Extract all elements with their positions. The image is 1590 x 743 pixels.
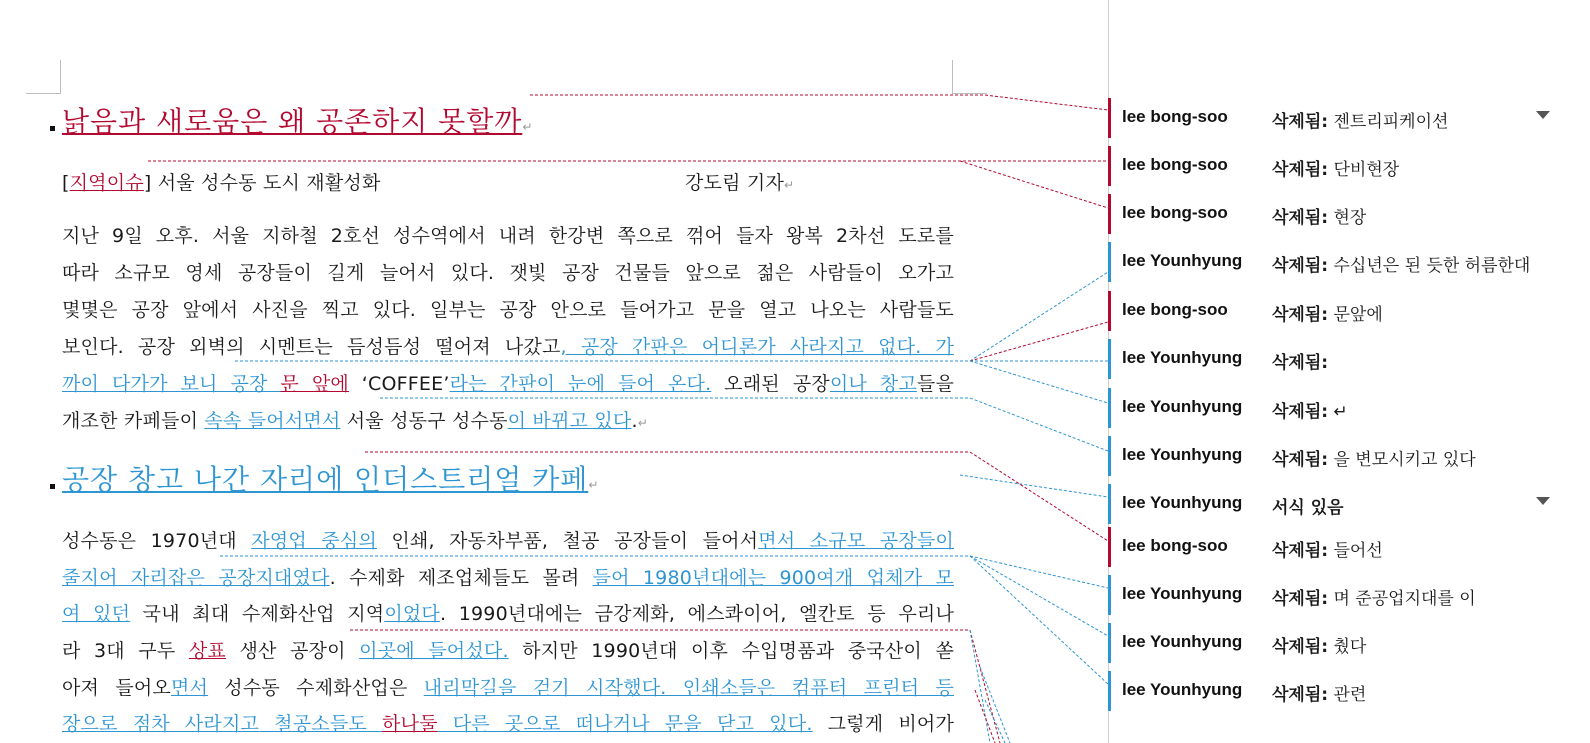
body-line[interactable]: 여 있던 국내 최대 수제화산업 지역이었다. 1990년대에는 금강제화, 에스콰이어, 엘칸토 등 우리나 <box>62 603 954 625</box>
balloon-author: lee bong-soo <box>1122 155 1228 174</box>
body-line[interactable]: 라 3대 구두 상표 생산 공장이 이곳에 들어섰다. 하지만 1990년대 이후 수입명품과 중국산이 쏟 <box>62 640 954 662</box>
balloon-author: lee bong-soo <box>1122 536 1228 555</box>
balloon-text: 을 변모시키고 있다 <box>1328 450 1476 470</box>
balloon-color-bar <box>1108 388 1111 428</box>
balloon-label: 삭제됨: <box>1272 637 1329 657</box>
revision-balloon[interactable] <box>1108 436 1590 476</box>
balloon-action <box>1272 300 1383 325</box>
body-line[interactable]: 몇몇은 공장 앞에서 사진을 찍고 있다. 일부는 공장 안으로 들어가고 문을 열고 나오는 사람들도 <box>62 299 954 321</box>
revision-balloon[interactable] <box>1108 146 1590 186</box>
balloon-color-bar <box>1108 98 1111 138</box>
balloon-author: lee bong-soo <box>1122 107 1228 126</box>
body-line[interactable]: 까이 다가가 보니 공장 문 앞에 ‘COFFEE’라는 간판이 눈에 들어 온다. 오래된 공장이나 창고들을 <box>62 373 954 395</box>
revision-balloon[interactable] <box>1108 575 1590 615</box>
connector-line <box>970 361 1108 403</box>
connector-line <box>970 630 990 743</box>
balloon-text: 췄다 <box>1328 637 1367 657</box>
balloon-text: 문앞에 <box>1328 305 1383 325</box>
connector-line <box>530 95 1108 110</box>
balloon-action <box>1272 251 1530 276</box>
balloon-label: 삭제됨: <box>1272 160 1329 180</box>
balloon-action <box>1272 155 1399 180</box>
balloon-label: 삭제됨: <box>1272 256 1329 276</box>
tag-label[interactable]: 지역이슈 <box>69 172 144 194</box>
balloon-label: 삭제됨: <box>1272 353 1329 373</box>
balloon-text: 단비현장 <box>1328 160 1400 180</box>
balloon-color-bar <box>1108 484 1111 524</box>
revision-balloon[interactable] <box>1108 388 1590 428</box>
chevron-down-icon[interactable] <box>1536 111 1550 119</box>
balloon-action <box>1272 107 1448 132</box>
connector-line <box>970 556 1108 684</box>
balloon-action <box>1272 445 1476 470</box>
reporter-name: 강도림 기자↵ <box>685 172 795 194</box>
chevron-down-icon[interactable] <box>1536 497 1550 505</box>
connector-line <box>960 161 1108 208</box>
balloon-author: lee Younhyung <box>1122 397 1243 416</box>
balloon-action <box>1272 680 1366 705</box>
body-line[interactable]: 보인다. 공장 외벽의 시멘트는 듬성듬성 떨어져 나갔고, 공장 간판은 어디론가 사라지고 없다. 가 <box>62 336 954 358</box>
revision-balloon[interactable] <box>1108 242 1590 282</box>
connector-line <box>970 322 1108 361</box>
revision-balloon[interactable] <box>1108 98 1590 138</box>
balloon-color-bar <box>1108 339 1111 379</box>
balloon-action <box>1272 493 1344 518</box>
connector-line <box>970 556 1108 636</box>
body-line[interactable]: 개조한 카페들이 속속 들어서면서 서울 성동구 성수동이 바뀌고 있다.↵ <box>62 410 648 432</box>
balloon-color-bar <box>1108 575 1111 615</box>
body-line[interactable]: 따라 소규모 영세 공장들이 길게 늘어서 있다. 잿빛 공장 건물들 앞으로 젊은 사람들이 오가고 <box>62 262 954 284</box>
revision-balloon[interactable] <box>1108 671 1590 711</box>
balloon-color-bar <box>1108 146 1111 186</box>
balloon-color-bar <box>1108 194 1111 234</box>
section-heading[interactable]: 공장 창고 나간 자리에 인더스트리얼 카페↵ <box>62 463 600 496</box>
body-line[interactable]: 아져 들어오면서 성수동 수제화산업은 내리막길을 걷기 시작했다. 인쇄소들은 컴퓨터 프린터 등 <box>62 677 954 699</box>
connector-line <box>985 700 1005 743</box>
balloon-color-bar <box>1108 623 1111 663</box>
balloon-author: lee Younhyung <box>1122 348 1243 367</box>
connector-line <box>380 398 1108 451</box>
revision-balloon[interactable] <box>1108 291 1590 331</box>
connector-line <box>350 630 1000 743</box>
balloon-label: 삭제됨: <box>1272 589 1329 609</box>
balloon-text: 며 준공업지대를 이 <box>1328 589 1476 609</box>
balloon-text: 관련 <box>1328 685 1367 705</box>
balloon-label: 서식 있음 <box>1272 498 1344 518</box>
balloon-text: 수십년은 된 듯한 허름한대 <box>1328 256 1531 276</box>
balloon-action <box>1272 584 1476 609</box>
connector-line <box>970 272 1108 361</box>
balloon-author: lee Younhyung <box>1122 632 1243 651</box>
revision-balloon[interactable] <box>1108 623 1590 663</box>
balloon-author: lee Younhyung <box>1122 251 1243 270</box>
body-line[interactable]: 줄지어 자리잡은 공장지대였다. 수제화 제조업체들도 몰려 들어 1980년대에는 900여개 업체가 모 <box>62 567 954 589</box>
revision-balloon[interactable] <box>1108 194 1590 234</box>
balloon-color-bar <box>1108 291 1111 331</box>
balloon-author: lee Younhyung <box>1122 493 1243 512</box>
connector-line <box>980 667 1010 743</box>
balloon-author: lee Younhyung <box>1122 680 1243 699</box>
balloon-author: lee Younhyung <box>1122 445 1243 464</box>
balloon-action <box>1272 397 1348 422</box>
balloon-label: 삭제됨: <box>1272 112 1329 132</box>
balloon-label: 삭제됨: <box>1272 402 1329 422</box>
balloon-color-bar <box>1108 527 1111 567</box>
revision-balloon[interactable] <box>1108 527 1590 567</box>
balloon-text: 현장 <box>1328 208 1367 228</box>
balloon-label: 삭제됨: <box>1272 685 1329 705</box>
balloon-label: 삭제됨: <box>1272 305 1329 325</box>
balloon-color-bar <box>1108 242 1111 282</box>
balloon-color-bar <box>1108 436 1111 476</box>
balloon-action <box>1272 536 1383 561</box>
body-line[interactable]: 성수동은 1970년대 자영업 중심의 인쇄, 자동차부품, 철공 공장들이 들어서면서 소규모 공장들이 <box>62 530 954 552</box>
balloon-action <box>1272 632 1366 657</box>
byline[interactable]: [지역이슈] 서울 성수동 도시 재활성화 강도림 기자↵ <box>62 168 954 195</box>
body-line[interactable]: 지난 9일 오후. 서울 지하철 2호선 성수역에서 내려 한강변 쪽으로 꺾어 들자 왕복 2차선 도로를 <box>62 225 954 247</box>
document-title[interactable]: 낡음과 새로움은 왜 공존하지 못할까↵ <box>62 105 534 138</box>
balloon-author: lee Younhyung <box>1122 584 1243 603</box>
balloon-label: 삭제됨: <box>1272 541 1329 561</box>
revision-balloon[interactable] <box>1108 339 1590 379</box>
balloon-text: 들어선 <box>1328 541 1383 561</box>
balloon-label: 삭제됨: <box>1272 208 1329 228</box>
balloon-text: ↵ <box>1328 402 1348 422</box>
balloon-label: 삭제됨: <box>1272 450 1329 470</box>
balloon-author: lee bong-soo <box>1122 300 1228 319</box>
balloon-action <box>1272 348 1328 373</box>
balloon-text: 젠트리피케이션 <box>1328 112 1449 132</box>
revision-balloon[interactable] <box>1108 484 1590 524</box>
balloon-color-bar <box>1108 671 1111 711</box>
balloon-action <box>1272 203 1366 228</box>
balloon-author: lee bong-soo <box>1122 203 1228 222</box>
body-line[interactable]: 장으로 점차 사라지고 철공소들도 하나둘 다른 곳으로 떠나거나 문을 닫고 있다. 그렇게 비어가 <box>62 713 954 735</box>
connector-line <box>365 452 1108 541</box>
